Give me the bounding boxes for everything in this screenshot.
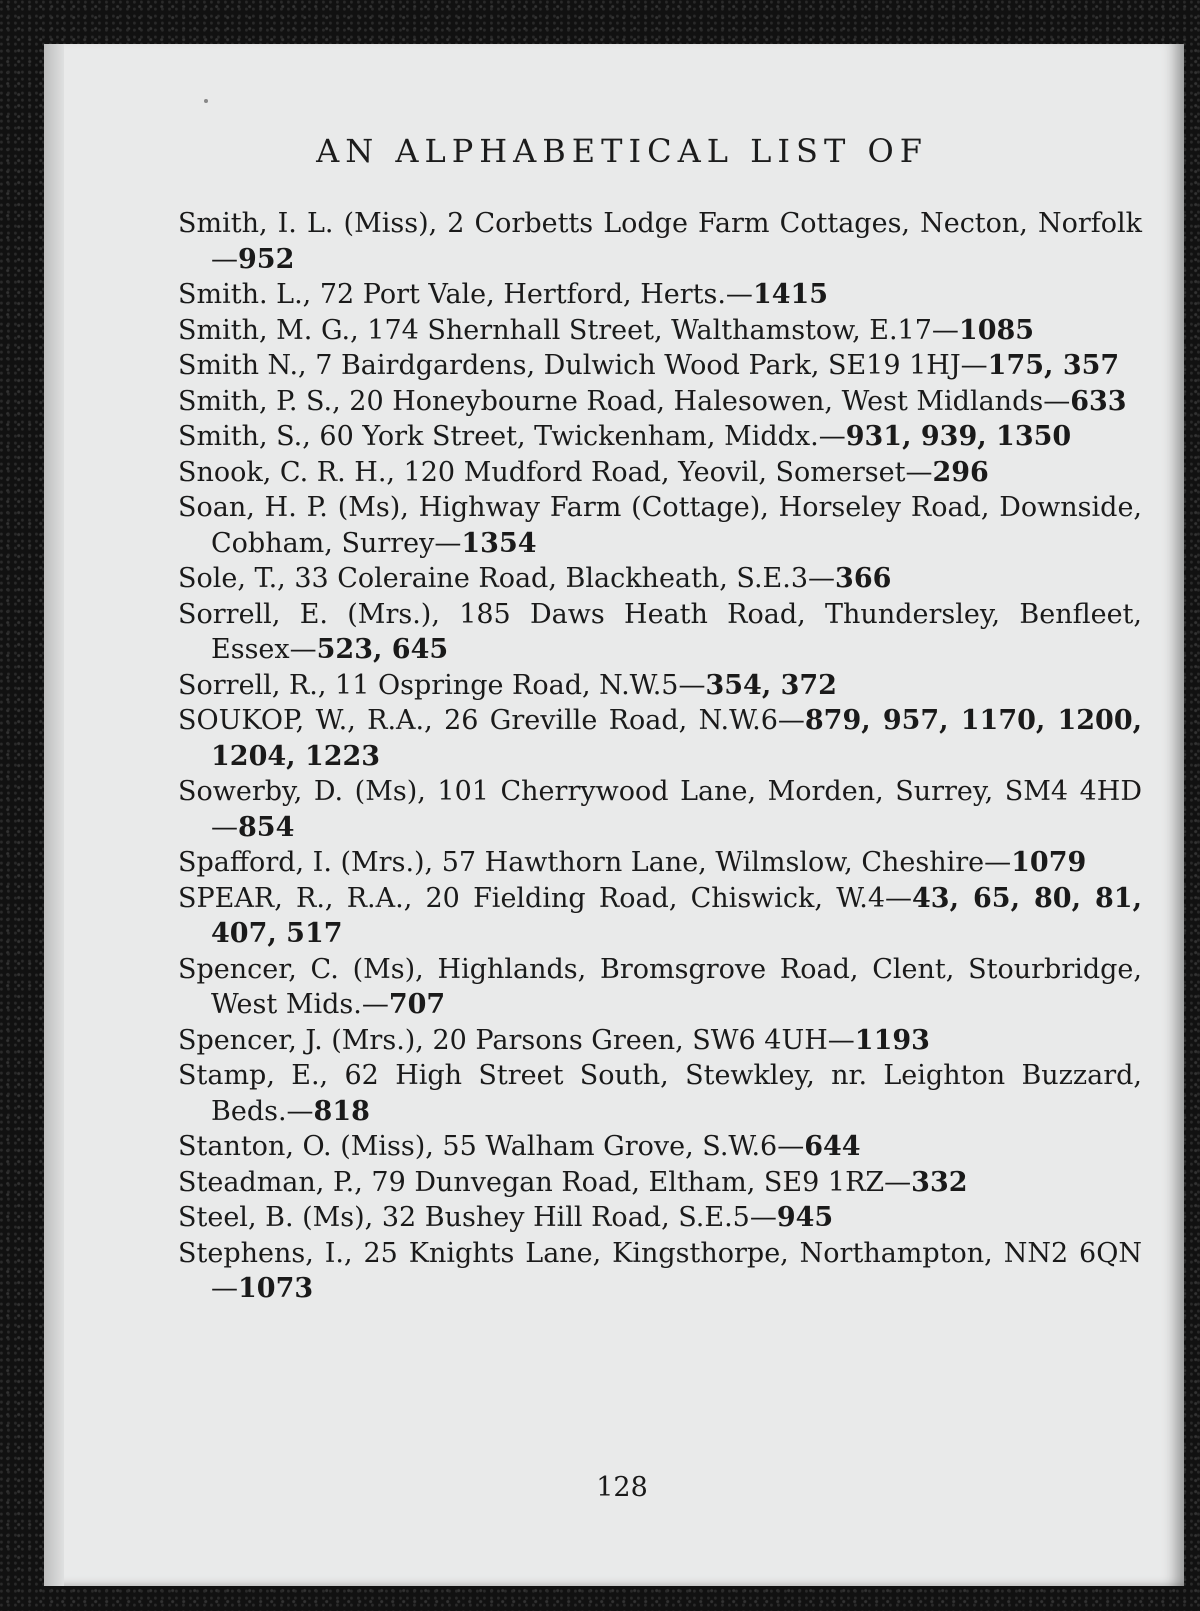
- list-entry: [178, 597, 1142, 668]
- entry-text: Sole, T., 33 Coleraine Road, Blackheath, S.E.3—: [178, 563, 836, 594]
- entry-refs: 366: [835, 563, 892, 594]
- entry-text: Smith. L., 72 Port Vale, Hertford, Herts.—: [178, 279, 753, 310]
- entry-refs: 633: [1070, 385, 1127, 417]
- list-entry: [178, 1165, 1142, 1201]
- entry-text: Smith, I. L. (Miss), 2 Corbetts Lodge Farm Cottages, Necton, Norfolk—: [178, 208, 1142, 275]
- entry-refs: 175, 357: [987, 350, 1120, 381]
- list-entry: [178, 881, 1142, 952]
- list-entry: [178, 668, 1142, 704]
- entry-refs: 818: [313, 1095, 370, 1127]
- entry-refs: 707: [388, 989, 446, 1020]
- entry-refs: 945: [776, 1202, 834, 1233]
- page-heading: AN ALPHABETICAL LIST OF: [316, 132, 928, 170]
- entry-text: SPEAR, R., R.A., 20 Fielding Road, Chiswick, W.4—: [178, 882, 912, 914]
- list-entry: [178, 1129, 1142, 1165]
- page-number: 128: [596, 1472, 648, 1503]
- entry-refs: 1415: [752, 279, 829, 310]
- entry-refs: 1354: [461, 527, 537, 559]
- entry-refs: 952: [238, 243, 295, 275]
- entry-refs: 43, 65, 80, 81, 407, 517: [211, 882, 1142, 949]
- entry-list: [178, 206, 1142, 1307]
- list-entry: [178, 703, 1142, 774]
- list-entry: [178, 455, 1142, 491]
- entry-text: Spencer, C. (Ms), Highlands, Bromsgrove Road, Clent, Stourbridge, West Mids.—: [178, 953, 1142, 1020]
- list-entry: [178, 384, 1142, 420]
- entry-refs: 644: [804, 1131, 861, 1162]
- entry-refs: 854: [238, 811, 295, 843]
- list-entry: [178, 1023, 1142, 1059]
- entry-text: Stamp, E., 62 High Street South, Stewkley, nr. Leighton Buzzard, Beds.—: [178, 1060, 1142, 1127]
- paper-speck: [204, 99, 208, 103]
- list-entry: [178, 313, 1142, 349]
- entry-text: SOUKOP, W., R.A., 26 Greville Road, N.W.6—: [178, 705, 805, 736]
- entry-refs: 931, 939, 1350: [845, 421, 1072, 452]
- entry-text: Steel, B. (Ms), 32 Bushey Hill Road, S.E.5—: [178, 1202, 777, 1233]
- entry-refs: 1085: [958, 314, 1035, 346]
- list-entry: [178, 277, 1142, 313]
- entry-text: Steadman, P., 79 Dunvegan Road, Eltham, SE9 1RZ—: [178, 1166, 912, 1198]
- entry-text: Sowerby, D. (Ms), 101 Cherrywood Lane, Morden, Surrey, SM4 4HD—: [178, 776, 1142, 843]
- entry-text: Smith N., 7 Bairdgardens, Dulwich Wood Park, SE19 1HJ—: [178, 350, 988, 381]
- entry-text: Stephens, I., 25 Knights Lane, Kingsthorpe, Northampton, NN2 6QN—: [178, 1237, 1142, 1304]
- list-entry: [178, 952, 1142, 1023]
- list-entry: [178, 348, 1142, 384]
- entry-text: Sorrell, E. (Mrs.), 185 Daws Heath Road, Thundersley, Benfleet, Essex—: [178, 598, 1142, 665]
- entry-refs: 879, 957, 1170, 1200, 1204, 1223: [211, 705, 1142, 772]
- entry-refs: 354, 372: [705, 669, 837, 701]
- entry-refs: 1073: [238, 1273, 314, 1304]
- entry-refs: 296: [932, 456, 989, 488]
- list-entry: [178, 561, 1142, 597]
- list-entry: [178, 1058, 1142, 1129]
- list-entry: [178, 490, 1142, 561]
- list-entry: [178, 845, 1142, 881]
- list-entry: [178, 419, 1142, 455]
- entry-text: Smith, M. G., 174 Shernhall Street, Walthamstow, E.17—: [178, 314, 959, 346]
- entry-text: Snook, C. R. H., 120 Mudford Road, Yeovil, Somerset—: [178, 456, 933, 488]
- entry-text: Smith, P. S., 20 Honeybourne Road, Halesowen, West Midlands—: [178, 385, 1071, 417]
- entry-text: Smith, S., 60 York Street, Twickenham, Middx.—: [178, 421, 846, 452]
- entry-text: Spencer, J. (Mrs.), 20 Parsons Green, SW6 4UH—: [178, 1024, 855, 1056]
- entry-refs: 332: [911, 1166, 968, 1198]
- entry-text: Sorrell, R., 11 Ospringe Road, N.W.5—: [178, 669, 706, 701]
- entry-text: Stanton, O. (Miss), 55 Walham Grove, S.W.6—: [178, 1131, 805, 1162]
- entry-refs: 1193: [854, 1024, 930, 1056]
- entry-text: Soan, H. P. (Ms), Highway Farm (Cottage), Horseley Road, Downside, Cobham, Surrey—: [178, 492, 1142, 559]
- list-entry: [178, 206, 1142, 277]
- page-gutter: [44, 44, 64, 1586]
- entry-refs: 1079: [1011, 847, 1087, 878]
- entry-refs: 523, 645: [316, 634, 449, 665]
- list-entry: [178, 1200, 1142, 1236]
- list-entry: [178, 774, 1142, 845]
- entry-text: Spafford, I. (Mrs.), 57 Hawthorn Lane, Wilmslow, Cheshire—: [178, 847, 1012, 878]
- list-entry: [178, 1236, 1142, 1307]
